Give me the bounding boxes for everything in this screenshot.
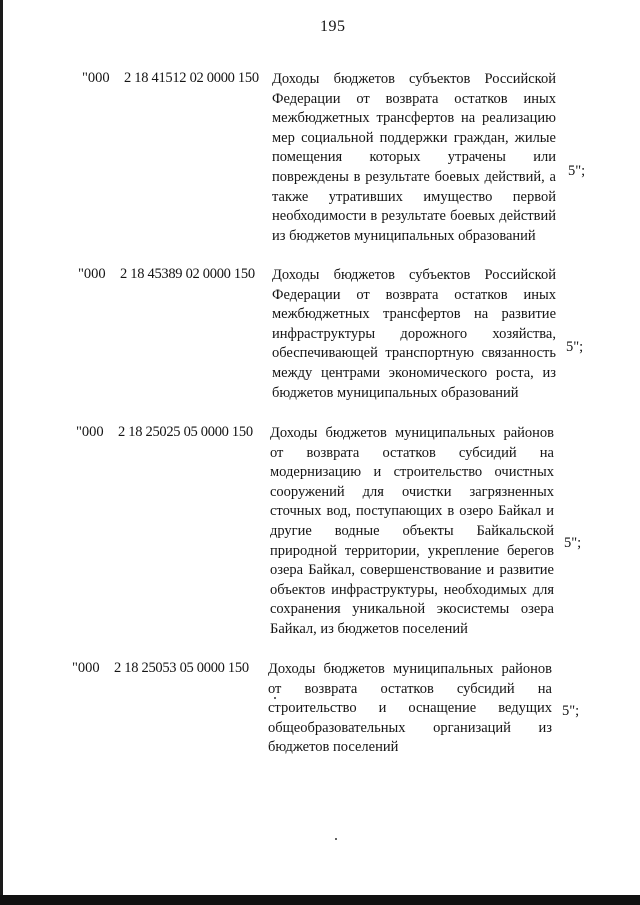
scan-speck	[335, 838, 337, 840]
row-description: Доходы бюджетов субъектов Российской Федерации от возврата остатков иных межбюджетных трансфертов на реализацию мер социальной поддержки граждан, жилые помещения которых утрачены или повреждены в результате боевых действий, а также утративших имущество первой необходимости в результате боевых действий из бюджетов муниципальных образований	[272, 71, 556, 244]
budget-code: 2 18 25053 05 0000 150	[114, 660, 249, 676]
row-suffix: 5";	[566, 339, 584, 355]
page-number: 195	[320, 18, 346, 35]
row-prefix: "000	[72, 660, 100, 676]
row-suffix: 5";	[568, 163, 586, 179]
row-prefix: "000	[82, 70, 110, 86]
row-suffix: 5";	[562, 703, 580, 719]
row-suffix: 5";	[564, 535, 582, 551]
budget-code: 2 18 41512 02 0000 150	[124, 70, 259, 86]
row-description: Доходы бюджетов муниципальных районов от возврата остатков субсидий на строительство и оснащение ведущих общеобразовательных организаций из бюджетов поселений	[268, 661, 552, 756]
scan-speck	[274, 697, 276, 699]
row-prefix: "000	[78, 266, 106, 282]
budget-code: 2 18 25025 05 0000 150	[118, 424, 253, 440]
row-description: Доходы бюджетов субъектов Российской Федерации от возврата остатков иных межбюджетных трансфертов на развитие инфраструктуры дорожного хозяйства, обеспечивающей транспортную связанность между центрами экономического роста, из бюджетов муниципальных образований	[272, 267, 556, 401]
budget-code: 2 18 45389 02 0000 150	[120, 266, 255, 282]
row-prefix: "000	[76, 424, 104, 440]
row-description: Доходы бюджетов муниципальных районов от возврата остатков субсидий на модернизацию и строительство очистных сооружений для очистки загрязненных сточных вод, поступающих в озеро Байкал и другие водные объекты Байкальской природной территории, укрепление берегов озера Байкал, совершенствование и развитие объектов инфраструктуры, необходимых для сохранения уникальной экосистемы озера Байкал, из бюджетов поселений	[270, 425, 554, 637]
scan-edge-left	[0, 0, 3, 905]
scan-edge-bottom	[0, 895, 640, 905]
